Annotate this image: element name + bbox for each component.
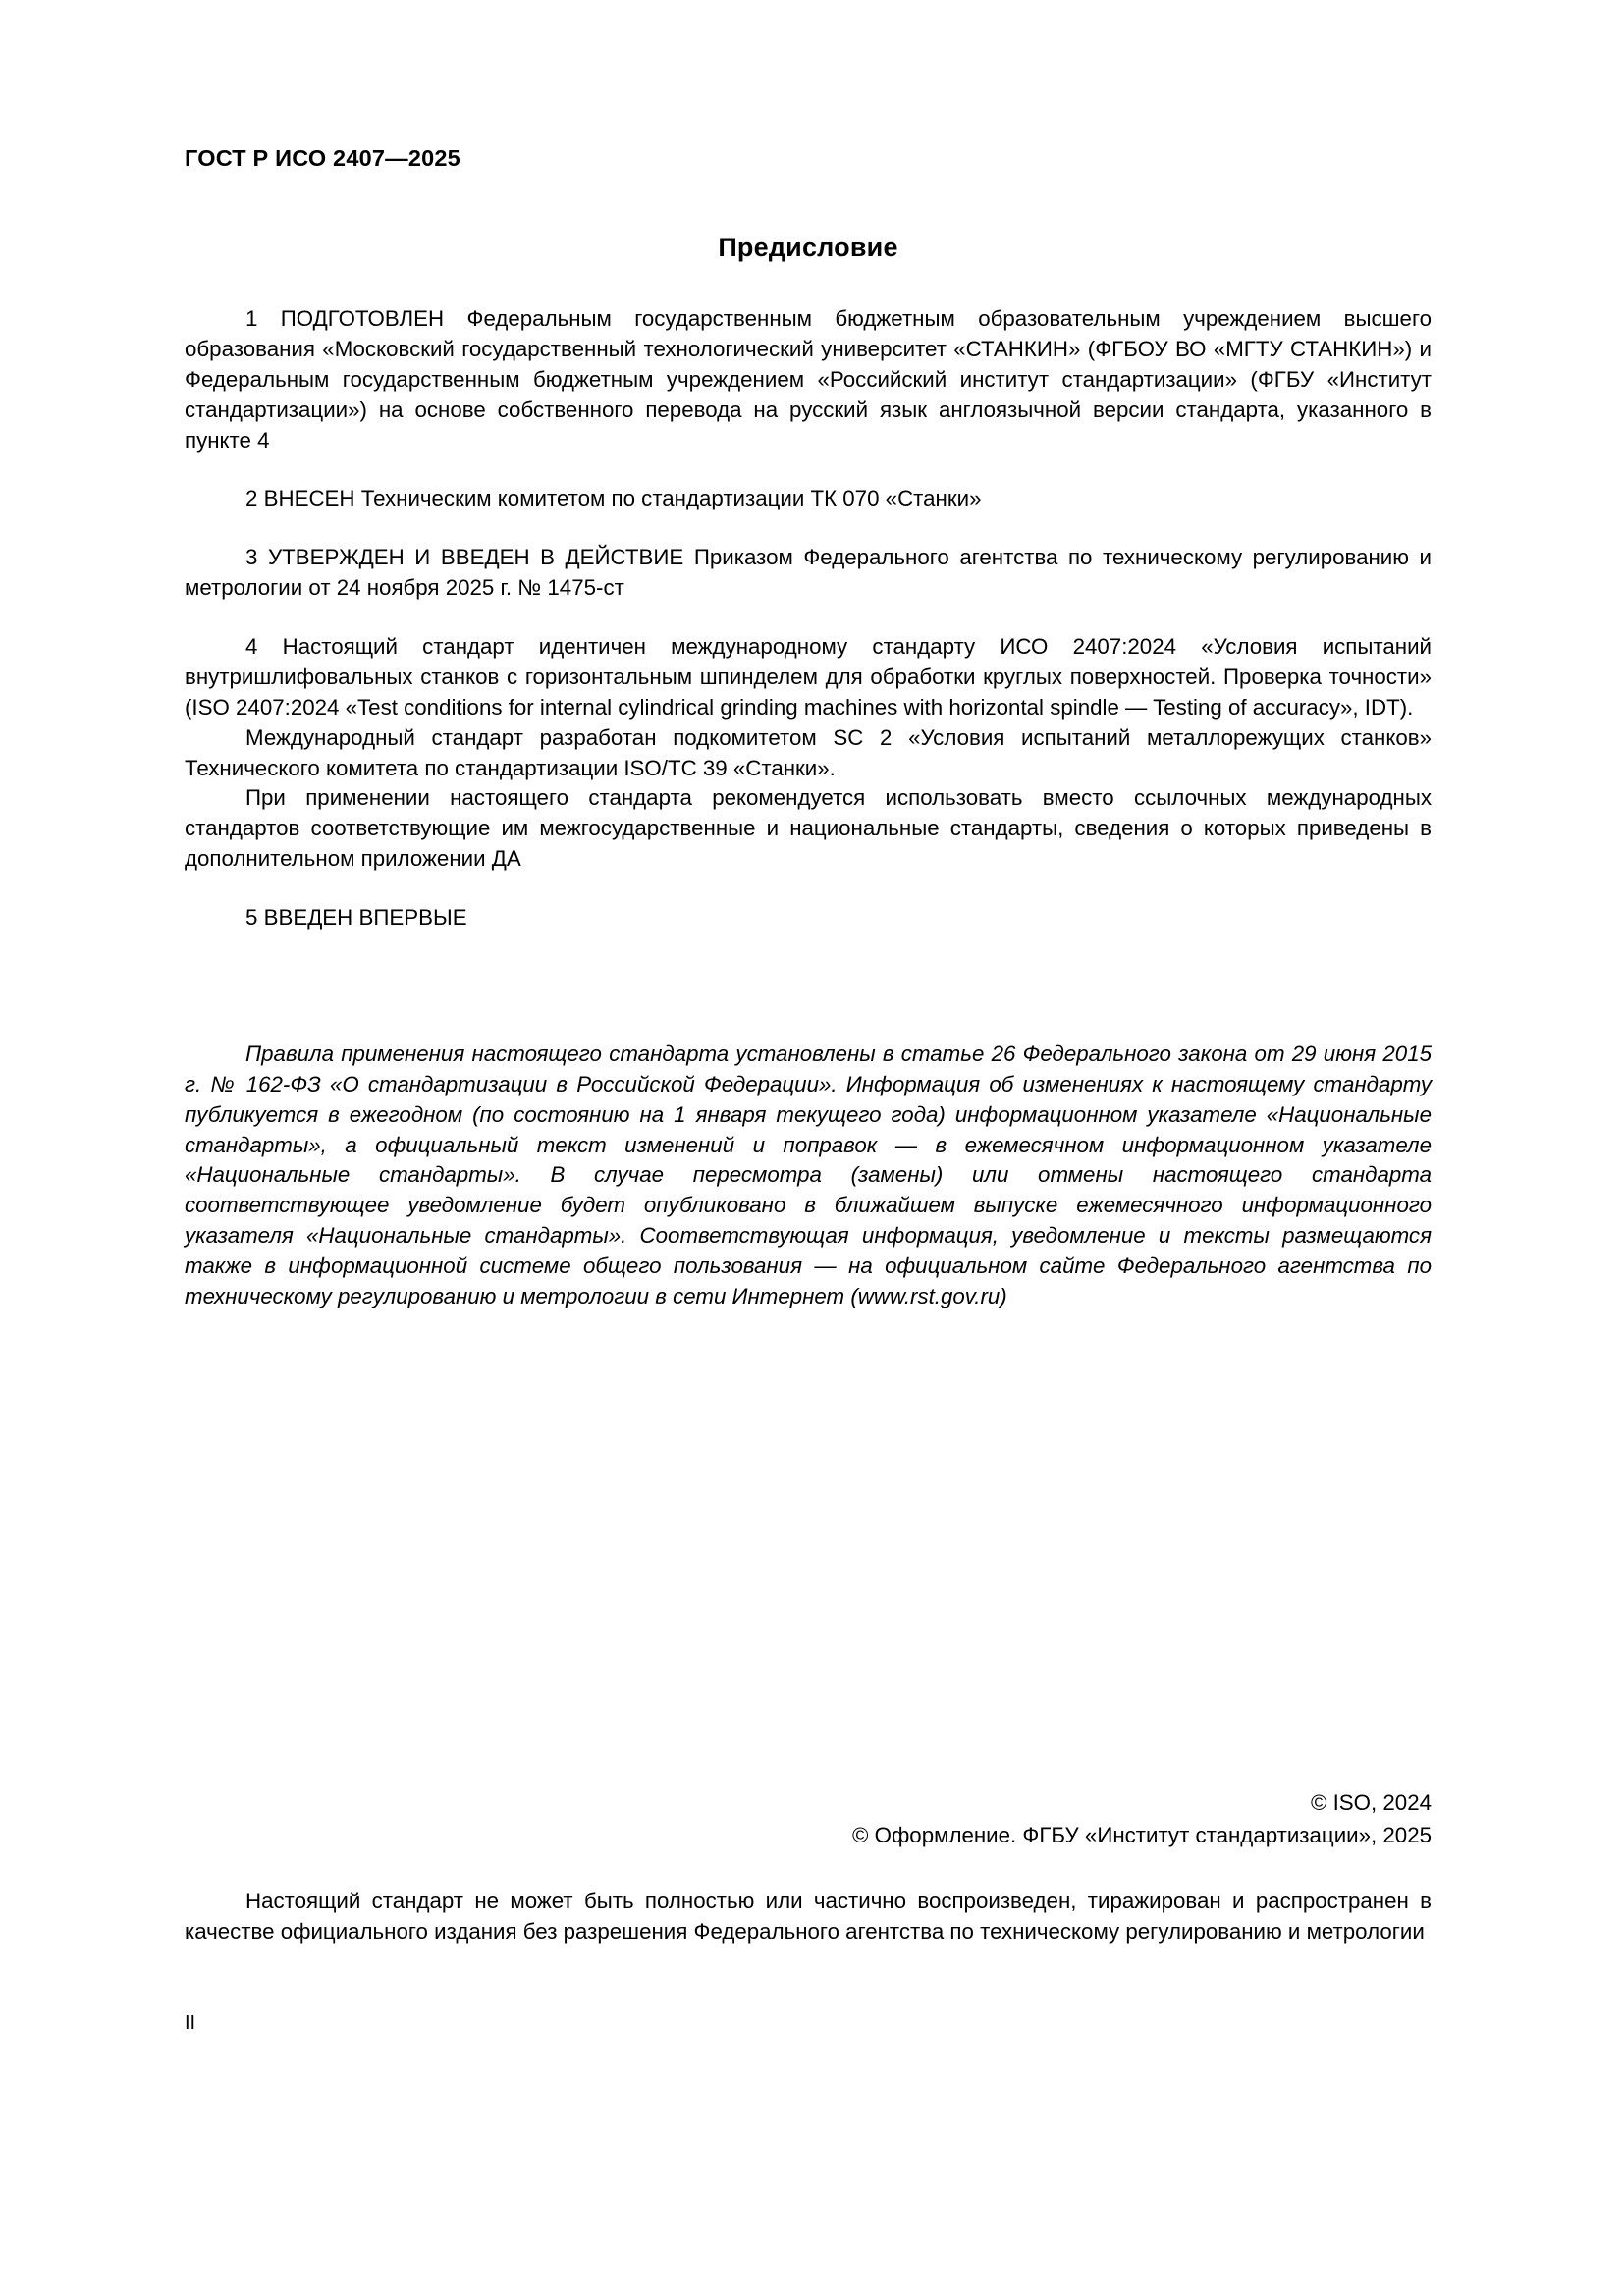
reproduction-notice-text: Настоящий стандарт не может быть полностью или частично воспроизведен, тиражирован и распространен в качестве официального издания без разрешения Федерального агентства по техническому регулированию и метрологии <box>185 1889 1432 1944</box>
foreword-item-5: 5 ВВЕДЕН ВПЕРВЫЕ <box>245 905 467 930</box>
copyright-design: © Оформление. ФГБУ «Институт стандартизации», 2025 <box>852 1823 1432 1848</box>
page-content <box>185 145 1432 1312</box>
standard-code-header: ГОСТ Р ИСО 2407—2025 <box>185 145 460 171</box>
foreword-item-1: 1 ПОДГОТОВЛЕН Федеральным государственным бюджетным образовательным учреждением высшего образования «Московский государственный технологический университет «СТАНКИН» (ФГБОУ ВО «МГТУ СТАНКИН») и Федеральным государственным бюджетным учреждением «Российский институт стандартизации» (ФГБУ «Институт стандартизации») на основе собственного перевода на русский язык англоязычной версии стандарта, указанного в пункте 4 <box>185 306 1432 453</box>
copyright-block <box>185 1787 1432 1852</box>
copyright-iso: © ISO, 2024 <box>1310 1790 1432 1815</box>
foreword-item-3: 3 УТВЕРЖДЕН И ВВЕДЕН В ДЕЙСТВИЕ Приказом Федерального агентства по техническому регулированию и метрологии от 24 ноября 2025 г. № 1475-ст <box>185 545 1432 601</box>
page-title: Предисловие <box>718 233 898 262</box>
foreword-item-4-paragraph-1: 4 Настоящий стандарт идентичен международному стандарту ИСО 2407:2024 «Условия испытаний внутришлифовальных станков с горизонтальным шпинделем для обработки круглых поверхностей. Проверка точности» (ISO 2407:2024 «Test conditions for internal cylindrical grinding machines with horizontal spindle — Testing of accuracy», IDT). <box>185 634 1432 720</box>
foreword-item-2: 2 ВНЕСЕН Техническим комитетом по стандартизации ТК 070 «Станки» <box>245 486 982 511</box>
foreword-item-4-paragraph-2: Международный стандарт разработан подкомитетом SC 2 «Условия испытаний металлорежущих станков» Технического комитета по стандартизации ISO/TC 39 «Станки». <box>185 724 1432 780</box>
rules-of-application-note <box>185 1040 1432 1312</box>
foreword-item-4-paragraph-3: При применении настоящего стандарта рекомендуется использовать вместо ссылочных международных стандартов соответствующие им межгосударственные и национальные стандарты, сведения о которых приведены в дополнительном приложении ДА <box>185 785 1432 872</box>
rules-note-text: Правила применения настоящего стандарта установлены в статье 26 Федерального закона от 29 июня 2015 г. № 162-ФЗ «О стандартизации в Российской Федерации». Информация об изменениях к настоящему стандарту публикуется в ежегодном (по состоянию на 1 января текущего года) информационном указателе «Национальные стандарты», а официальный текст изменений и поправок — в ежемесячном информационном указателе «Национальные стандарты». В случае пересмотра (замены) или отмены настоящего стандарта соответствующее уведомление будет опубликовано в ближайшем выпуске ежемесячного информационного указателя «Национальные стандарты». Соответствующая информация, уведомление и тексты размещаются также в информационной системе общего пользования — на официальном сайте Федерального агентства по техническому регулированию и метрологии в сети Интернет (www.rst.gov.ru) <box>185 1041 1432 1308</box>
reproduction-notice <box>185 1887 1432 1948</box>
page-number: II <box>185 2012 196 2034</box>
